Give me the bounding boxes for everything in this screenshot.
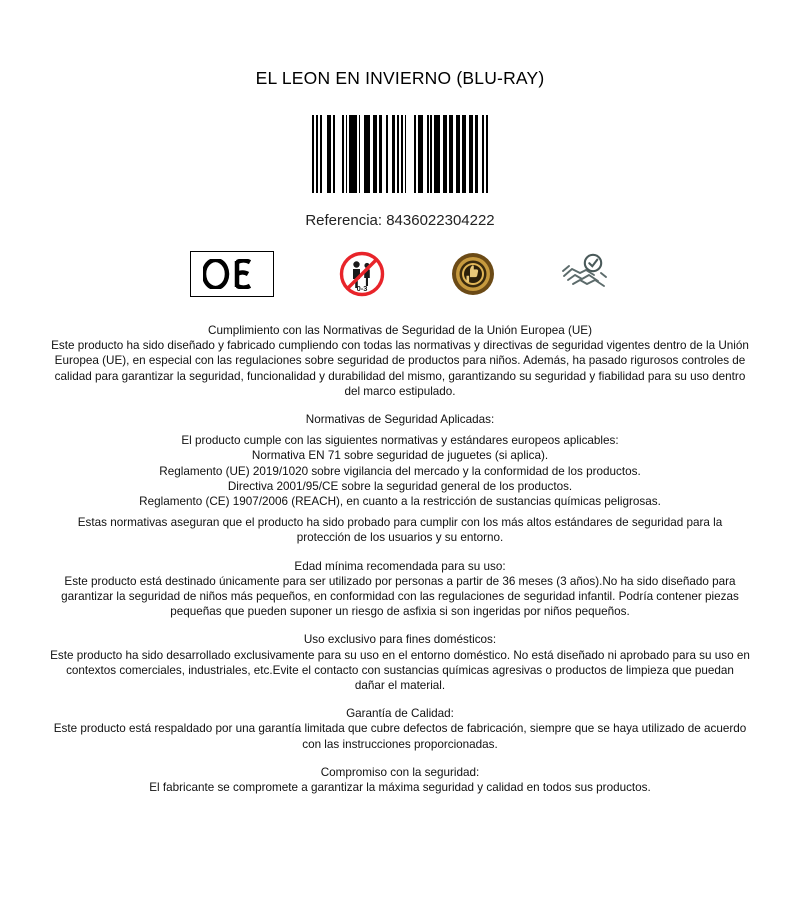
quality-seal-cell <box>451 252 495 296</box>
document-body <box>50 323 750 795</box>
handshake-check-icon <box>560 251 610 297</box>
section-domestic-use-heading: Uso exclusivo para fines domésticos: <box>303 633 497 647</box>
quality-seal-icon <box>451 252 495 296</box>
section-standards-intro: El producto cumple con las siguientes normativas y estándares europeos aplicables: <box>181 434 619 448</box>
standard-item: Normativa EN 71 sobre seguridad de juguetes (si aplica). <box>251 449 549 463</box>
ce-mark-glyph <box>203 259 261 289</box>
no-children-under-3-icon <box>339 251 385 297</box>
certification-icon-row <box>190 251 610 297</box>
page-title: EL LEON EN INVIERNO (BLU-RAY) <box>255 68 545 88</box>
handshake-check-cell <box>560 251 610 297</box>
section-compliance-heading: Cumplimiento con las Normativas de Seguridad de la Unión Europea (UE) <box>208 324 592 337</box>
standard-item: Reglamento (CE) 1907/2006 (REACH), en cuanto a la restricción de sustancias químicas peligrosas. <box>139 495 661 509</box>
ce-mark-cell <box>190 251 274 297</box>
section-standards-closing: Estas normativas aseguran que el producto ha sido probado para cumplir con los más altos estándares de seguridad para la protección de los usuarios y su entorno. <box>77 516 723 545</box>
section-standards-heading: Normativas de Seguridad Aplicadas: <box>305 413 495 427</box>
section-minimum-age-paragraph: Este producto está destinado únicamente para ser utilizado por personas a partir de 36 meses (3 años).No ha sido diseñado para garantizar la seguridad de niños más pequeños, en conformidad con las regulaciones de seguridad infantil. Podría contener piezas pequeñas que pueden suponer un riesgo de asfixia si son ingeridas por niños pequeños. <box>61 574 739 619</box>
ce-mark-icon <box>190 251 274 297</box>
standard-item: Directiva 2001/95/CE sobre la seguridad general de los productos. <box>227 479 573 493</box>
section-safety-commitment-heading: Compromiso con la seguridad: <box>320 765 480 779</box>
section-standards <box>50 412 750 546</box>
barcode-image <box>312 115 487 193</box>
section-safety-commitment <box>50 765 750 795</box>
standard-item: Reglamento (UE) 2019/1020 sobre vigilancia del mercado y la conformidad de los productos. <box>159 464 641 478</box>
section-safety-commitment-paragraph: El fabricante se compromete a garantizar la máxima seguridad y calidad en todos sus productos. <box>149 781 651 795</box>
section-domestic-use-paragraph: Este producto ha sido desarrollado exclusivamente para su uso en el entorno doméstico. No está diseñado ni aprobado para su uso en contextos comerciales, industriales, etc.Evite el contacto con sustancias químicas agresivas o productos de limpieza que puedan dañar el material. <box>50 648 750 693</box>
section-compliance <box>50 323 750 399</box>
no-children-under-3-cell <box>339 251 385 297</box>
section-quality-warranty <box>50 706 750 752</box>
barcode-block <box>305 115 494 229</box>
section-quality-warranty-heading: Garantía de Calidad: <box>346 707 454 721</box>
section-minimum-age-heading: Edad mínima recomendada para su uso: <box>294 559 506 573</box>
svg-text:0-3: 0-3 <box>356 284 368 293</box>
section-minimum-age <box>50 559 750 620</box>
section-quality-warranty-paragraph: Este producto está respaldado por una garantía limitada que cubre defectos de fabricación, siempre que se haya utilizado de acuerdo con las instrucciones proporcionadas. <box>53 722 747 751</box>
reference-label: Referencia: 8436022304222 <box>305 212 495 229</box>
section-domestic-use <box>50 632 750 693</box>
section-compliance-paragraph: Este producto ha sido diseñado y fabricado cumpliendo con todas las normativas y directivas de seguridad vigentes dentro de la Unión Europea (UE), en especial con las regulaciones sobre seguridad de productos para niños. Además, ha pasado rigurosos controles de calidad para garantizar la seguridad, funcionalidad y durabilidad del mismo, garantizando su seguridad y fiabilidad para su uso dentro del marco estipulado. <box>51 339 749 398</box>
